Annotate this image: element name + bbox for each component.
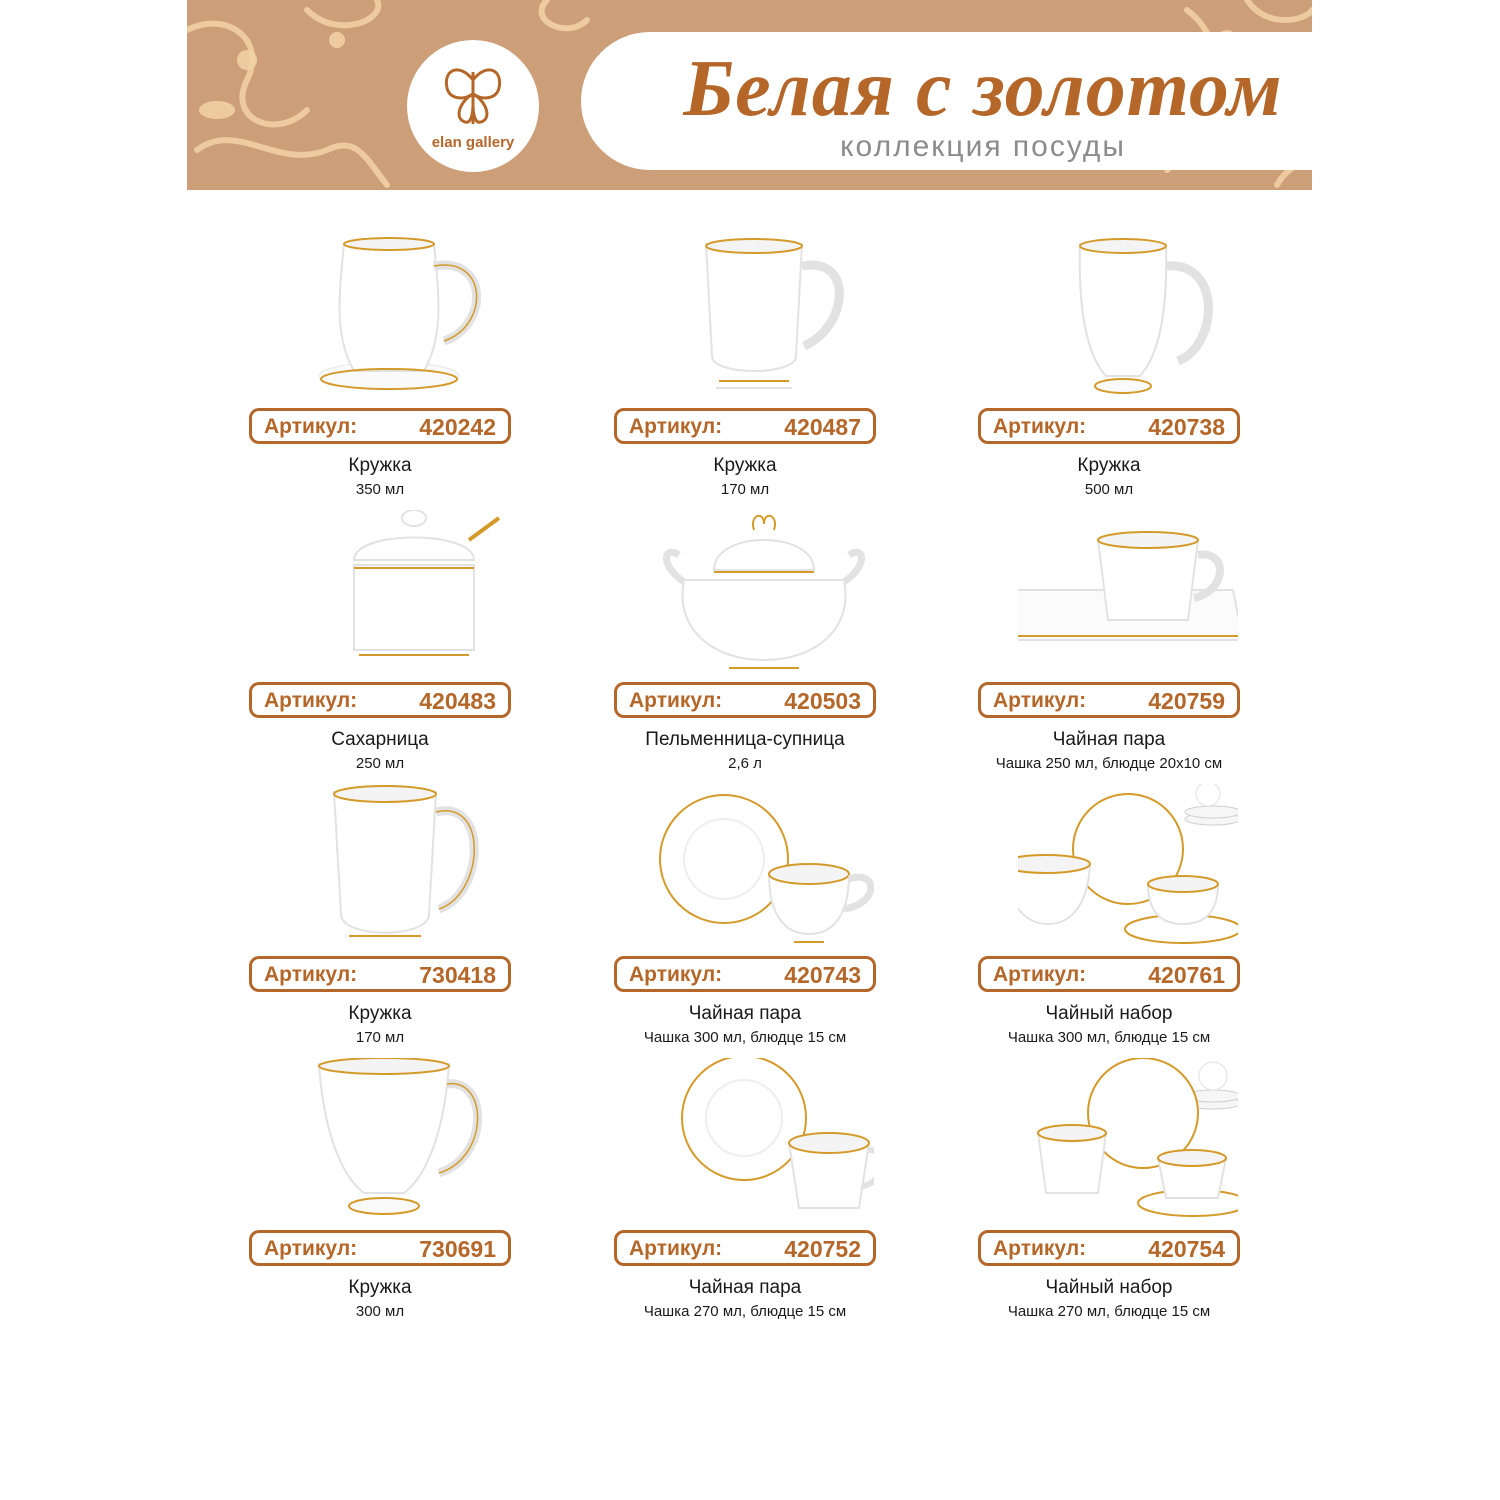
product-spec: Чашка 270 мл, блюдце 15 см — [1007, 1303, 1211, 1320]
article-number: 420503 — [784, 688, 861, 714]
product-name: Чайный набор — [1045, 1277, 1173, 1298]
cup-and-saucer-icon — [654, 1058, 874, 1228]
article-badge — [978, 956, 1240, 992]
mug-icon — [289, 236, 509, 406]
product-spec: 170 мл — [720, 481, 770, 498]
product-card — [978, 1058, 1278, 1328]
product-card — [978, 784, 1278, 1054]
article-label: Артикул: — [629, 415, 723, 438]
product-name: Пельменница-супница — [645, 729, 845, 750]
article-number: 420743 — [784, 962, 861, 988]
product-card — [614, 784, 914, 1054]
article-number: 420738 — [1148, 414, 1225, 440]
product-name: Кружка — [1077, 455, 1141, 476]
article-label: Артикул: — [993, 689, 1087, 712]
product-spec: 2,6 л — [728, 755, 762, 772]
product-card — [249, 784, 549, 1054]
product-name: Кружка — [713, 455, 777, 476]
article-label: Артикул: — [629, 1237, 723, 1260]
product-spec: 300 мл — [355, 1303, 405, 1320]
tea-set-icon — [1018, 1058, 1238, 1228]
product-spec: Чашка 300 мл, блюдце 15 см — [643, 1029, 847, 1046]
article-number: 420754 — [1148, 1236, 1225, 1262]
product-name: Чайная пара — [1052, 729, 1166, 750]
article-number: 730691 — [419, 1236, 496, 1262]
article-badge — [614, 956, 876, 992]
title-pill — [581, 32, 1312, 170]
product-card — [614, 1058, 914, 1328]
article-label: Артикул: — [993, 963, 1087, 986]
product-name: Чайная пара — [688, 1277, 802, 1298]
article-label: Артикул: — [993, 415, 1087, 438]
sugar-bowl-icon — [289, 510, 509, 680]
article-label: Артикул: — [629, 689, 723, 712]
article-badge — [614, 1230, 876, 1266]
page-title: Белая с золотом — [683, 45, 1283, 133]
footed-mug-icon — [289, 1058, 509, 1228]
product-card — [614, 510, 914, 780]
product-card — [249, 236, 549, 506]
article-badge — [978, 682, 1240, 718]
article-number: 420483 — [419, 688, 496, 714]
product-name: Чайный набор — [1045, 1003, 1173, 1024]
article-badge — [978, 408, 1240, 444]
article-badge — [249, 1230, 511, 1266]
product-name: Кружка — [348, 455, 412, 476]
footed-mug-icon — [1018, 236, 1238, 406]
article-badge — [978, 1230, 1240, 1266]
product-name: Сахарница — [331, 729, 429, 750]
article-number: 420487 — [784, 414, 861, 440]
product-spec: 250 мл — [355, 755, 405, 772]
article-badge — [249, 408, 511, 444]
brand-logo — [407, 40, 539, 172]
product-card — [249, 1058, 549, 1328]
article-badge — [614, 408, 876, 444]
product-spec: Чашка 250 мл, блюдце 20x10 см — [995, 755, 1223, 772]
article-badge — [614, 682, 876, 718]
header-banner — [187, 0, 1312, 190]
product-card — [978, 510, 1278, 780]
article-label: Артикул: — [993, 1237, 1087, 1260]
tureen-icon — [654, 510, 874, 680]
product-card — [249, 510, 549, 780]
article-number: 420752 — [784, 1236, 861, 1262]
product-name: Кружка — [348, 1277, 412, 1298]
article-label: Артикул: — [264, 415, 358, 438]
cup-on-tray-icon — [1018, 510, 1238, 680]
product-spec: 350 мл — [355, 481, 405, 498]
page-subtitle: коллекция посуды — [840, 130, 1126, 163]
mug-icon — [289, 784, 509, 954]
article-number: 420761 — [1148, 962, 1225, 988]
product-card — [978, 236, 1278, 506]
article-label: Артикул: — [264, 963, 358, 986]
article-number: 420242 — [419, 414, 496, 440]
cup-and-saucer-icon — [654, 784, 874, 954]
product-spec: Чашка 300 мл, блюдце 15 см — [1007, 1029, 1211, 1046]
product-spec: 170 мл — [355, 1029, 405, 1046]
product-name: Чайная пара — [688, 1003, 802, 1024]
article-label: Артикул: — [629, 963, 723, 986]
mug-icon — [654, 236, 874, 406]
article-label: Артикул: — [264, 689, 358, 712]
article-number: 730418 — [419, 962, 496, 988]
article-label: Артикул: — [264, 1237, 358, 1260]
article-badge — [249, 682, 511, 718]
product-spec: 500 мл — [1084, 481, 1134, 498]
tea-set-icon — [1018, 784, 1238, 954]
product-spec: Чашка 270 мл, блюдце 15 см — [643, 1303, 847, 1320]
product-card — [614, 236, 914, 506]
brand-name: elan gallery — [431, 134, 515, 151]
article-number: 420759 — [1148, 688, 1225, 714]
butterfly-icon — [441, 60, 505, 130]
product-name: Кружка — [348, 1003, 412, 1024]
article-badge — [249, 956, 511, 992]
